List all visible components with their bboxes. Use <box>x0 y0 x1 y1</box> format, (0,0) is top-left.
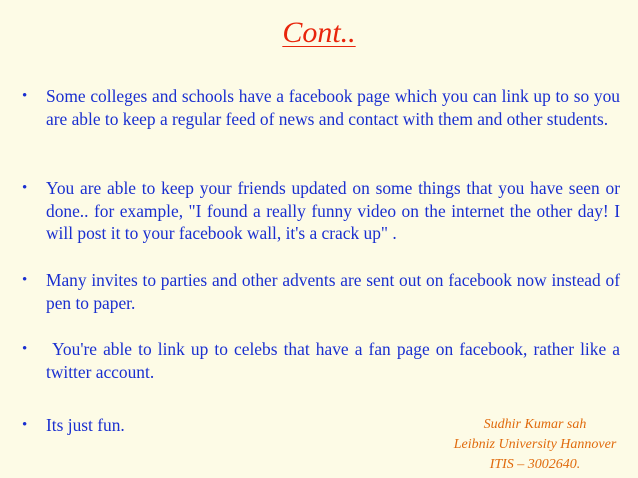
bullet-icon: • <box>22 180 28 196</box>
bullet-icon: • <box>22 417 28 433</box>
bullet-icon: • <box>22 272 28 288</box>
bullet-item <box>22 338 625 383</box>
bullet-text: Many invites to parties and other advents are sent out on facebook now instead of pen to paper. <box>46 270 620 313</box>
author-university: Leibniz University Hannover <box>453 437 617 452</box>
bullet-text: Some colleges and schools have a facebook page which you can link up to so you are able to keep a regular feed of news and contact with them and other students. <box>46 86 620 129</box>
author-name: Sudhir Kumar sah <box>483 417 587 432</box>
bullet-icon: • <box>22 341 28 357</box>
bullet-icon: • <box>22 88 28 104</box>
bullet-text: You're able to link up to celebs that have a fan page on facebook, rather like a twitter account. <box>46 339 625 382</box>
bullet-item <box>22 269 620 314</box>
slide-title <box>0 14 638 52</box>
author-id: ITIS – 3002640. <box>489 457 581 472</box>
bullet-text: Its just fun. <box>46 415 125 435</box>
bullet-text: You are able to keep your friends updated on some things that you have seen or done.. for example, "I found a really funny video on the internet the other day! I will post it to your facebook wall, it's a crack up" . <box>46 178 620 243</box>
bullet-item <box>22 85 620 130</box>
bullet-item <box>22 177 620 245</box>
author-signature <box>440 415 630 475</box>
slide-title-text: Cont.. <box>282 16 356 49</box>
